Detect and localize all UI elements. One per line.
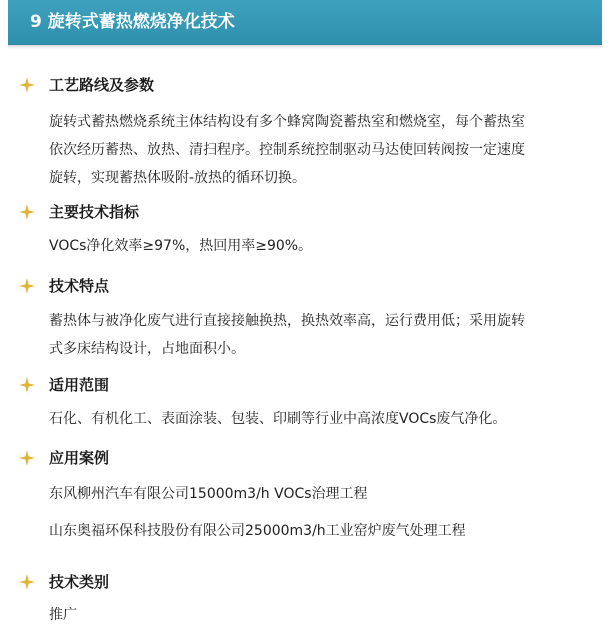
four-point-star-icon (19, 278, 35, 294)
body-line: 推广 (49, 607, 77, 623)
four-point-star-icon (19, 450, 35, 466)
four-point-star-icon (19, 377, 35, 393)
body-line: 蓄热体与被净化废气进行直接接触换热，换热效率高，运行费用低；采用旋转 (49, 313, 525, 329)
section-heading: 应用案例 (49, 449, 110, 467)
four-point-star-icon (19, 574, 35, 590)
four-point-star-icon (19, 77, 35, 93)
section-heading: 适用范围 (49, 376, 110, 394)
section-heading: 主要技术指标 (49, 203, 140, 221)
section-heading: 工艺路线及参数 (49, 76, 155, 94)
page-title: 9 旋转式蓄热燃烧净化技术 (8, 0, 602, 45)
body-line: 依次经历蓄热、放热、清扫程序。控制系统控制驱动马达使回转阀按一定速度 (49, 142, 525, 158)
section-body (49, 232, 597, 260)
body-line: 式多床结构设计，占地面积小。 (49, 341, 245, 357)
body-line: 山东奥福环保科技股份有限公司25000m3/h工业窑炉废气处理工程 (49, 523, 466, 539)
section-heading: 技术类别 (49, 573, 110, 591)
title-shadow (8, 45, 602, 49)
section-body (49, 480, 597, 508)
body-line: 旋转式蓄热燃烧系统主体结构设有多个蜂窝陶瓷蓄热室和燃烧室，每个蓄热室 (49, 114, 525, 130)
section-body (49, 601, 597, 629)
body-line: 旋转，实现蓄热体吸附-放热的循环切换。 (49, 170, 307, 186)
body-line: 东风柳州汽车有限公司15000m3/h VOCs治理工程 (49, 486, 368, 502)
section-body (49, 517, 597, 545)
body-line: 石化、有机化工、表面涂装、包装、印刷等行业中高浓度VOCs废气净化。 (49, 411, 507, 427)
section-heading: 技术特点 (49, 277, 110, 295)
body-line: VOCs净化效率≥97%，热回用率≥90%。 (49, 238, 313, 254)
section-body (49, 108, 597, 192)
four-point-star-icon (19, 204, 35, 220)
section-body (49, 405, 597, 433)
section-body (49, 307, 597, 363)
